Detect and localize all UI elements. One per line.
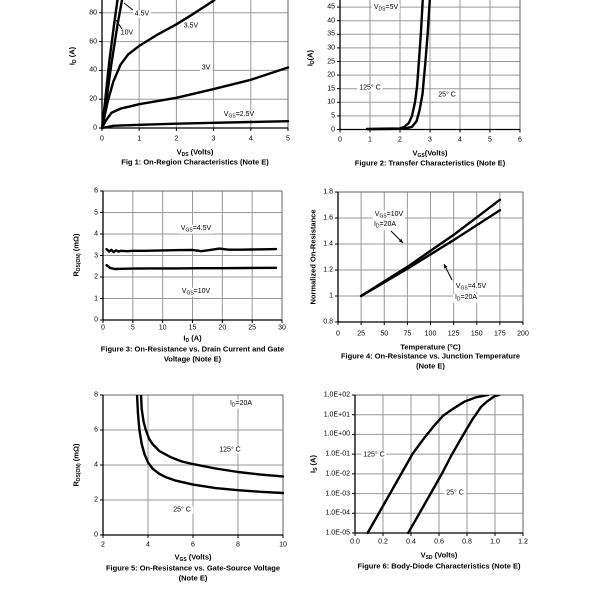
figure-3-annotation-text: =10V <box>193 287 211 295</box>
figure-5-ytick-label-text: 2 <box>94 496 98 504</box>
figure-2-ytick-label-text: 15 <box>327 85 335 93</box>
figure-3-x-axis-title-text: D <box>185 337 190 344</box>
figure-4-annotation-text: =10V <box>386 210 404 218</box>
figure-6-annotation-text: 25° C <box>446 489 464 497</box>
figure-6-xtick-label <box>490 539 500 546</box>
figure-3-xtick-label-text: 25 <box>248 324 257 332</box>
figure-6-xtick-label-text: 0.0 <box>350 538 360 546</box>
figure-2-xtick-label-text: 1 <box>368 136 372 144</box>
figure-2-xtick-label-text: 2 <box>398 136 402 144</box>
figure-4-caption-text: (Note E) <box>416 360 445 370</box>
figure-4-annotation-text: =20A <box>379 220 397 228</box>
figure-6-xtick-label-text: 1.2 <box>518 538 528 546</box>
figure-2-y-axis-title-text: (A) <box>305 49 315 61</box>
figure-6-x-axis-title <box>421 551 458 561</box>
figure-5-caption-text: (Note E) <box>178 572 208 582</box>
figure-2-ytick-label-text: 5 <box>331 112 335 120</box>
figure-5-ytick-label-text: 6 <box>94 426 98 434</box>
figure-2-x-axis-title-text: GS <box>417 152 425 159</box>
figure-3-annotation-text: GS <box>186 290 194 297</box>
figure-4-annotation-text: I <box>373 220 376 228</box>
figure-6-caption <box>358 562 521 570</box>
figure-2-xtick-label-text: 6 <box>518 136 522 144</box>
figure-6-annotation-text: 125° C <box>363 451 385 459</box>
figure-6-y-axis-title-text: S <box>312 467 319 471</box>
figure-2-annotation-text: V <box>373 3 379 11</box>
figure-2-ytick-label-text: 0 <box>331 126 335 133</box>
figure-6-xtick-label <box>462 539 472 546</box>
figure-6-x-axis-title-text: (Volts) <box>432 550 458 560</box>
figure-6-ytick-label-text: 1.0E-01 <box>325 450 350 458</box>
figure-6-xtick-label-text: 0.2 <box>378 538 388 546</box>
figure-1-xtick-label-text: 3 <box>211 135 216 143</box>
figure-5-y-axis-title-text: R <box>71 481 81 487</box>
figure-6-ytick-label-text: 1.0E-05 <box>325 529 350 537</box>
figure-6-x-axis-title-text: V <box>420 550 426 560</box>
figure-6-ytick-label-text: 1.0E-04 <box>325 509 350 517</box>
figure-2-ytick-label-text: 45 <box>327 3 335 11</box>
figure-6-xtick-label-text: 0.8 <box>462 538 472 546</box>
figure-4-annotation-text: =20A <box>460 293 478 301</box>
figure-1-annotation-text: GS <box>228 113 236 120</box>
figure-4-annotation-text: V <box>374 210 380 218</box>
figure-4-xtick-label-text: 200 <box>517 330 529 338</box>
figure-3-xtick-label-text: 5 <box>130 324 135 332</box>
figure-2-xtick-label-text: 3 <box>428 136 432 144</box>
figure-1-annotation-text: =2.5V <box>235 110 255 118</box>
figure-5-x-axis-title-text: V <box>174 552 180 562</box>
figure-3-ytick-label-text: 6 <box>94 187 98 195</box>
figure-2-xtick-label-text: 4 <box>458 136 462 144</box>
figure-5-xtick-label-text: 4 <box>146 541 150 549</box>
figure-2-caption-text: Figure 2: Transfer Characteristics (Note E) <box>354 158 506 168</box>
figure-6-xtick-label <box>350 539 360 546</box>
figure-2-annotation-text: 125° C <box>359 84 381 92</box>
figure-6-ytick-label-text: 1.0E+01 <box>323 411 350 419</box>
figure-2-ytick-label-text: 10 <box>327 98 335 106</box>
figure-3-xtick-label-text: 20 <box>218 324 227 332</box>
figure-5-xtick-label-text: 10 <box>279 541 287 549</box>
figure-5-caption-text: Figure 5: On-Resistance vs. Gate-Source Voltage <box>105 563 281 573</box>
figure-4-xtick-label-text: 25 <box>357 330 366 338</box>
figure-5-y-axis-title-text: (mΩ) <box>71 443 81 464</box>
figure-1-annotation-text: 4.5V <box>134 10 150 18</box>
figure-2-y-axis-title-text: I <box>305 63 315 67</box>
figure-6-annotation <box>444 490 466 497</box>
figure-3-xtick-label-text: 30 <box>278 324 286 332</box>
figure-4-annotation-text: =4.5V <box>467 282 487 290</box>
figure-4-xtick-label-text: 175 <box>494 330 506 338</box>
figure-4-annotation-text: GS <box>379 213 387 220</box>
figure-6-y-axis-title-text: (A) <box>308 455 318 468</box>
figure-4-ytick-label-text: 1.2 <box>323 266 333 274</box>
figure-5-ytick-label-text: 4 <box>94 461 98 469</box>
figure-3-ytick-label-text: 4 <box>94 230 98 238</box>
figure-3-x-axis-title-text: I <box>183 333 186 343</box>
figure-2-ytick-label-text: 20 <box>327 71 335 79</box>
figure-2-ytick-label-text: 25 <box>327 58 335 65</box>
figure-6-xtick-label <box>378 539 388 546</box>
figure-2-ytick-label-text: 30 <box>327 44 335 52</box>
figure-5-xtick-label-text: 8 <box>236 541 240 549</box>
figure-1-y-axis-title-text: I <box>67 63 77 66</box>
figure-4-y-axis-title-text: Normalized On-Resistance <box>308 209 318 305</box>
figure-4-annotation-text: D <box>456 296 461 303</box>
figure-1-ytick-label-text: 0 <box>93 124 97 132</box>
figure-6-ytick-label <box>325 451 350 458</box>
figure-4-x-axis-title-text: Temperature (°C) <box>400 342 461 352</box>
figure-6-caption-text: Figure 6: Body-Diode Characteristics (Note E) <box>357 561 521 571</box>
figure-6-ytick-label <box>324 392 350 399</box>
figure-1-ytick-label-text: 80 <box>89 9 97 17</box>
figure-3-caption-text: Figure 3: On-Resistance vs. Drain Current and Gate <box>100 344 285 354</box>
figure-3-y-axis-title-text: R <box>71 271 81 277</box>
figure-5-ytick-label-text: 8 <box>94 391 98 399</box>
figure-5-annotation-text: 25° C <box>173 506 191 514</box>
figure-4-caption-text: Figure 4: On-Resistance vs. Junction Temperature <box>340 351 521 361</box>
figure-1-ytick-label-text: 40 <box>89 66 97 74</box>
figure-3-xtick-label-text: 10 <box>158 324 167 332</box>
figure-4-annotation-text: V <box>455 282 461 290</box>
figure-6-ytick-label-text: 1.0E+02 <box>323 391 350 399</box>
figure-3-caption-text: Voltage (Note E) <box>163 353 222 363</box>
figure-4-xtick-label-text: 125 <box>447 330 460 338</box>
figure-1-y-axis-title-text: (A) <box>67 46 77 60</box>
figure-1-ytick-label-text: 60 <box>89 38 97 46</box>
figure-3-ytick-label-text: 5 <box>94 209 98 216</box>
figure-6-ytick-label-text: 1.0E-03 <box>325 490 350 498</box>
figure-3-annotation-text: GS <box>185 227 193 234</box>
figure-3-xtick-label-text: 15 <box>188 324 197 332</box>
figure-2-y-axis-title-text: D <box>309 60 316 64</box>
figure-4-xtick-label-text: 75 <box>403 330 412 338</box>
figure-1-x-axis-title-text: (Volts) <box>188 147 214 157</box>
figure-1-xtick-label-text: 2 <box>174 135 179 143</box>
figure-6-curve-temp-25c <box>408 395 499 533</box>
figure-6-ytick-label-text: 1.0E+00 <box>323 430 350 438</box>
figure-4-xtick-label-text: 0 <box>336 330 340 338</box>
figure-2-annotation-text: =5V <box>385 3 399 11</box>
figure-6-ytick-label <box>325 510 350 517</box>
figure-5-x-axis-title-text: (Volts) <box>186 552 212 562</box>
figure-3-y-axis-title-text: (mΩ) <box>71 233 81 254</box>
figure-6-xtick-label <box>406 539 416 546</box>
figure-2-xtick-label-text: 5 <box>488 136 492 144</box>
figure-6-ytick-label <box>325 530 350 537</box>
figure-6-xtick-label-text: 0.6 <box>434 538 444 546</box>
figure-3-ytick-label-text: 1 <box>94 295 98 302</box>
figure-4-ytick-label-text: 1 <box>329 292 333 300</box>
figure-5-xtick-label-text: 6 <box>191 541 195 549</box>
figure-2-xtick-label-text: 0 <box>338 136 342 144</box>
figure-2-ytick-label-text: 35 <box>327 30 335 38</box>
figure-4-xtick-label-text: 50 <box>380 330 389 338</box>
figure-6-x-axis-title-text: SD <box>425 554 433 561</box>
figure-1-annotation-text: 3.5V <box>183 22 199 30</box>
figure-6-ytick-label <box>325 490 350 497</box>
figure-1-annotation-text: V <box>223 110 229 118</box>
figure-6-xtick-label <box>518 539 528 546</box>
figure-4-ytick-label-text: 1.4 <box>323 240 333 248</box>
figure-2-x-axis-title-text: (Volts) <box>424 148 448 158</box>
figure-3-annotation-text: V <box>180 224 186 232</box>
figure-5-y-axis-title-text: DS(ON) <box>75 463 82 482</box>
figure-4-ytick-label-text: 0.8 <box>323 318 333 326</box>
figure-1-y-axis-title-text: D <box>71 59 78 64</box>
figure-3-x-axis-title-text: (A) <box>189 333 202 343</box>
figure-1-ytick-label-text: 20 <box>89 95 97 103</box>
figure-6-curve-temp-125c <box>368 395 488 533</box>
figure-4-xtick-label-text: 150 <box>470 330 483 338</box>
figure-4-ytick-label-text: 1.6 <box>323 214 333 222</box>
figure-4-annotation-text: GS <box>460 285 468 292</box>
figure-6-ytick-label-text: 1.0E-02 <box>325 470 350 478</box>
figure-3-y-axis-title-text: DS(ON) <box>75 253 82 272</box>
figure-1-annotation-text: 10V <box>120 29 134 37</box>
figure-1-xtick-label-text: 0 <box>100 135 104 143</box>
figure-3-ytick-label-text: 3 <box>94 252 98 259</box>
figure-6-ytick-label <box>324 431 350 438</box>
figure-6-annotation <box>361 452 386 459</box>
figure-6-xtick-label-text: 0.4 <box>406 538 416 546</box>
figure-1-xtick-label-text: 4 <box>248 135 253 143</box>
figure-6-ytick-label <box>325 470 350 477</box>
figure-3-annotation-text: V <box>181 287 187 295</box>
figure-5-annotation-text: I <box>229 399 232 407</box>
figure-5-annotation-text: =20A <box>235 399 253 407</box>
figure-2-x-axis-title-text: V <box>412 148 418 158</box>
figure-3-annotation-text: =4.5V <box>192 224 212 232</box>
figure-1-x-axis-title-text: V <box>176 147 182 157</box>
figure-5-x-axis-title-text: GS <box>179 556 187 563</box>
figure-6-y-axis-title <box>309 455 319 473</box>
figure-2-ytick-label-text: 40 <box>327 17 335 25</box>
figure-1-xtick-label-text: 5 <box>286 135 290 143</box>
figure-2-annotation-text: DS <box>378 6 386 13</box>
figure-3-ytick-label-text: 2 <box>94 273 98 281</box>
figure-1-caption-text: Fig 1: On-Region Characteristics (Note E) <box>121 157 269 167</box>
figure-6-ytick-label <box>324 411 350 418</box>
figure-4-ytick-label-text: 1.8 <box>323 188 333 196</box>
figure-3-xtick-label-text: 0 <box>101 324 105 332</box>
figure-1-xtick-label-text: 1 <box>137 135 142 143</box>
figure-5-ytick-label-text: 0 <box>94 531 98 539</box>
figure-3-ytick-label-text: 0 <box>94 316 98 324</box>
figure-5-annotation-text: D <box>231 402 236 409</box>
figure-4-annotation-text: I <box>454 293 457 301</box>
figure-6-xtick-label-text: 1.0 <box>490 538 500 546</box>
figure-6-xtick-label <box>434 539 444 546</box>
figure-5-annotation-text: 125° C <box>219 446 241 454</box>
figure-1-annotation-text: 3V <box>201 64 211 72</box>
figure-4-xtick-label-text: 100 <box>424 330 437 338</box>
figure-4-annotation-text: D <box>375 223 380 230</box>
figure-6-y-axis-title-text: I <box>308 470 318 473</box>
figure-1-x-axis-title-text: DS <box>181 151 189 158</box>
figure-2-annotation-text: 25° C <box>438 91 456 99</box>
figure-5-xtick-label-text: 2 <box>101 541 105 549</box>
